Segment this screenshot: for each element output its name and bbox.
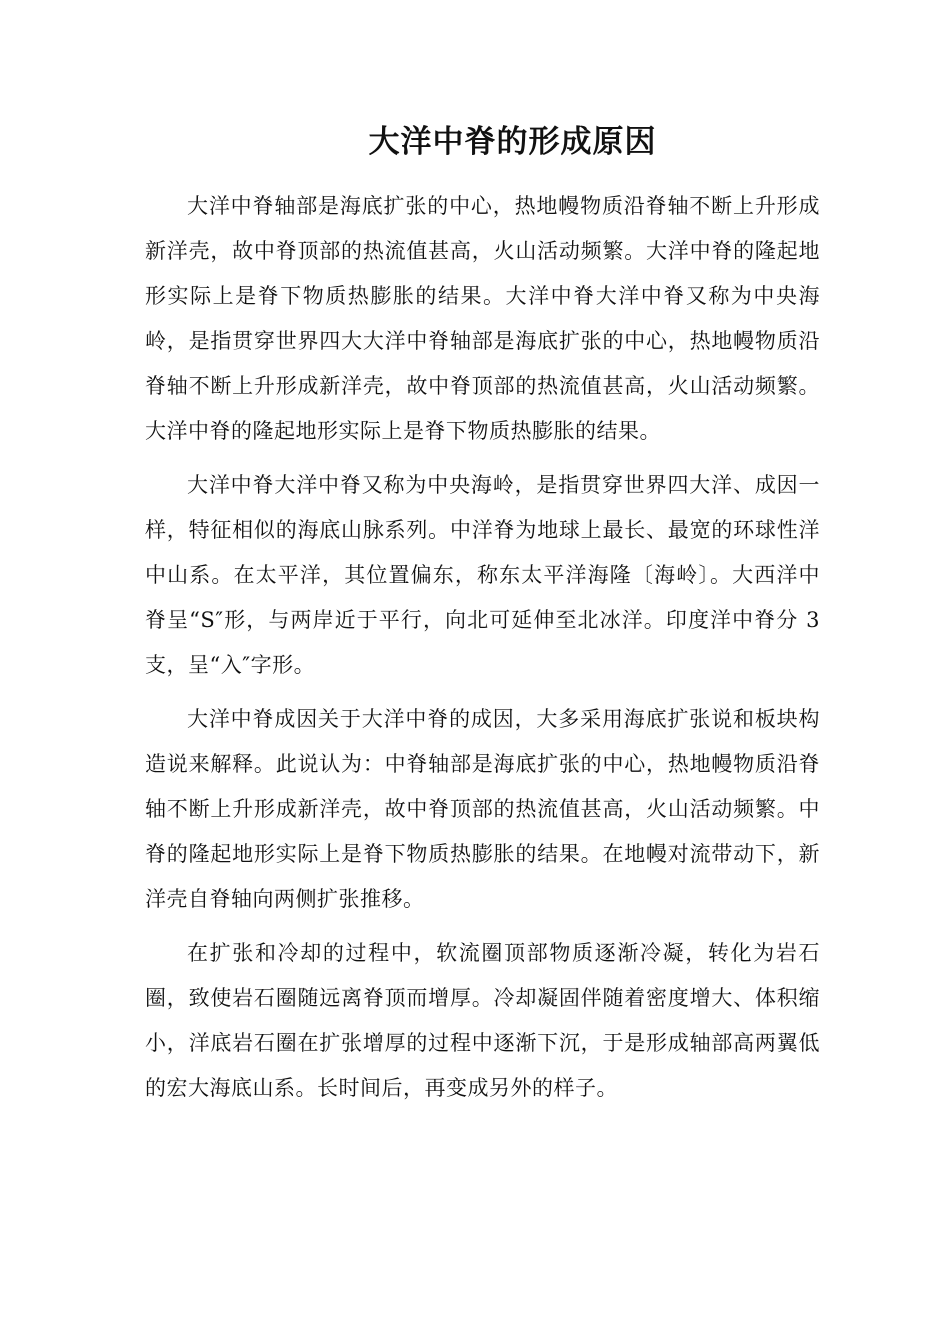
paragraph-1: 大洋中脊轴部是海底扩张的中心，热地幔物质沿脊轴不断上升形成新洋壳，故中脊顶部的热流值甚高，火山活动频繁。大洋中脊的隆起地形实际上是脊下物质热膨胀的结果。大洋中脊大洋中脊又称为中央海岭，是指贯穿世界四大大洋中脊轴部是海底扩张的中心，热地幔物质沿脊轴不断上升形成新洋壳，故中脊顶部的热流值甚高，火山活动频繁。大洋中脊的隆起地形实际上是脊下物质热膨胀的结果。 [145,194,820,443]
paragraph-2: 大洋中脊大洋中脊又称为中央海岭，是指贯穿世界四大洋、成因一样，特征相似的海底山脉系列。中洋脊为地球上最长、最宽的环球性洋中山系。在太平洋，其位置偏东，称东太平洋海隆〔海岭〕。大西洋中脊呈“S″形，与两岸近于平行，向北可延伸至北冰洋。印度洋中脊分 3 支，呈“入″字形。 [145,473,820,677]
document-title: 大洋中脊的形成原因 [368,124,657,160]
paragraph-4: 在扩张和冷却的过程中，软流圈顶部物质逐渐冷凝，转化为岩石圈，致使岩石圈随远离脊顶而增厚。冷却凝固伴随着密度增大、体积缩小，洋底岩石圈在扩张增厚的过程中逐渐下沉，于是形成轴部高两翼低的宏大海底山系。长时间后，再变成另外的样子。 [145,941,820,1100]
paragraph-3: 大洋中脊成因关于大洋中脊的成因，大多采用海底扩张说和板块构造说来解释。此说认为：中脊轴部是海底扩张的中心，热地幔物质沿脊轴不断上升形成新洋壳，故中脊顶部的热流值甚高，火山活动频繁。中脊的隆起地形实际上是脊下物质热膨胀的结果。在地幔对流带动下，新洋壳自脊轴向两侧扩张推移。 [145,707,820,911]
document-body [145,118,820,1120]
